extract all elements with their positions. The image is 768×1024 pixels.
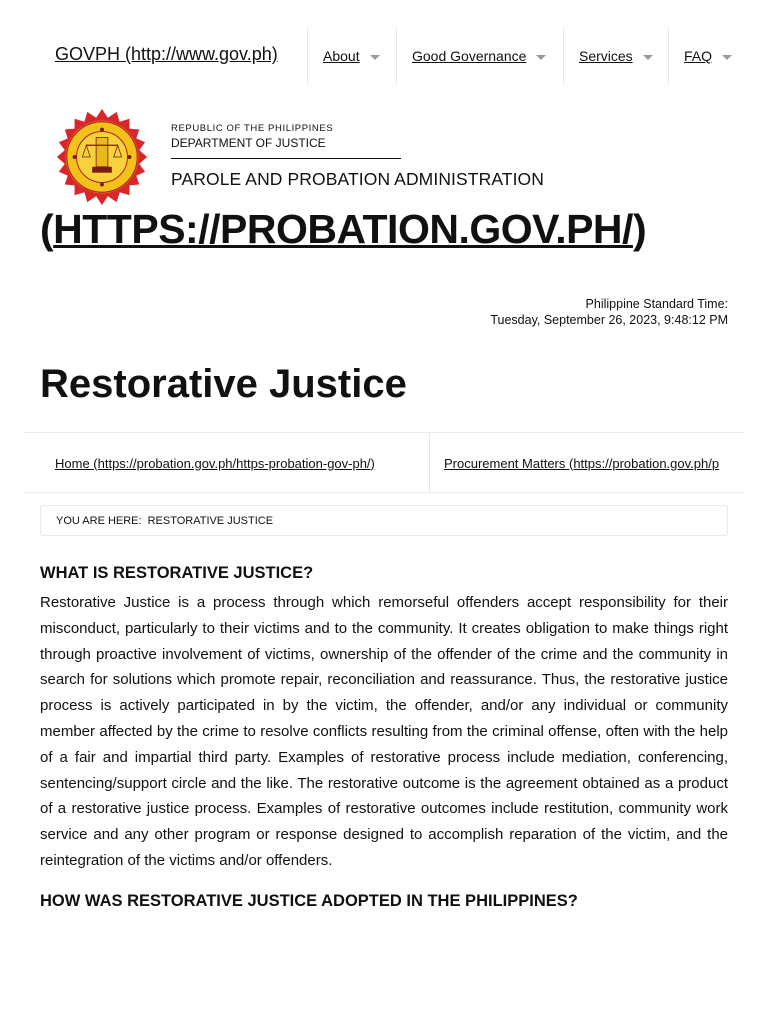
article-content: [40, 562, 728, 918]
site-url-link[interactable]: [40, 206, 646, 253]
top-navigation: [0, 0, 768, 112]
agency-name: PAROLE AND PROBATION ADMINISTRATION: [171, 169, 544, 189]
standard-time-value: Tuesday, September 26, 2023, 9:48:12 PM: [490, 313, 728, 327]
nav-item-label: FAQ: [684, 48, 713, 64]
submenu-item-procurement[interactable]: [444, 433, 719, 493]
chevron-down-icon: [643, 55, 653, 60]
chevron-down-icon: [370, 55, 380, 60]
breadcrumb: [40, 505, 728, 536]
breadcrumb-current: RESTORATIVE JUSTICE: [147, 514, 274, 527]
section-paragraph: Restorative Justice is a process through which remorseful offenders accept responsibility for their misconduct, particularly to their victims and to the community. It creates obligation to make things right through proactive involvement of victims, ownership of the offender of the crime and the community in search for solutions which promote repair, reconciliation and reassurance. Thus, the restorative justice process is actively participated in by the victim, the offender, and/or any individual or community member affected by the crime to resolve conflicts resulting from the criminal offense, often with the help of a fair and impartial third party. Examples of restorative process include mediation, conferencing, sentencing/support circle and the like. The restorative outcome is the agreement obtained as a product of a restorative justice process. Examples of restorative outcomes include restitution, community work service and any other program or response designed to accomplish reparation of the victim, and the reintegration of the victims and/or offenders.: [40, 594, 728, 869]
nav-item-label: Good Governance: [412, 48, 527, 64]
submenu-divider: [429, 433, 430, 493]
submenu-item-label[interactable]: Home (https://probation.gov.ph/https-probation-gov-ph/): [55, 455, 375, 471]
agency-header: [171, 123, 544, 190]
url-close-paren: ): [632, 206, 647, 252]
breadcrumb-prefix: YOU ARE HERE:: [56, 514, 142, 527]
republic-label: REPUBLIC OF THE PHILIPPINES: [171, 123, 334, 134]
url-text: HTTPS://PROBATION.GOV.PH/: [53, 206, 633, 252]
nav-item-label: Services: [579, 48, 633, 64]
chevron-down-icon: [722, 55, 732, 60]
section-heading: WHAT IS RESTORATIVE JUSTICE?: [40, 564, 314, 582]
department-label: DEPARTMENT OF JUSTICE: [171, 136, 401, 159]
submenu-item-home[interactable]: [55, 433, 375, 493]
nav-item-label: About: [323, 48, 360, 64]
nav-item-good-governance[interactable]: [396, 27, 563, 85]
secondary-menu: [24, 432, 744, 493]
standard-time-label: Philippine Standard Time:: [585, 297, 728, 311]
section-heading: HOW WAS RESTORATIVE JUSTICE ADOPTED IN THE PHILIPPINES?: [40, 891, 578, 910]
nav-item-faq[interactable]: [668, 27, 738, 85]
url-open-paren: (: [40, 206, 54, 252]
nav-item-about[interactable]: [307, 27, 397, 85]
page-title: Restorative Justice: [40, 362, 407, 406]
chevron-down-icon: [536, 55, 546, 60]
govph-link[interactable]: GOVPH (http://www.gov.ph): [55, 44, 278, 64]
standard-time: [490, 296, 728, 328]
agency-seal-logo[interactable]: [53, 108, 151, 206]
submenu-item-label[interactable]: Procurement Matters (https://probation.gov.ph/p: [444, 455, 720, 471]
nav-item-services[interactable]: [563, 27, 668, 85]
